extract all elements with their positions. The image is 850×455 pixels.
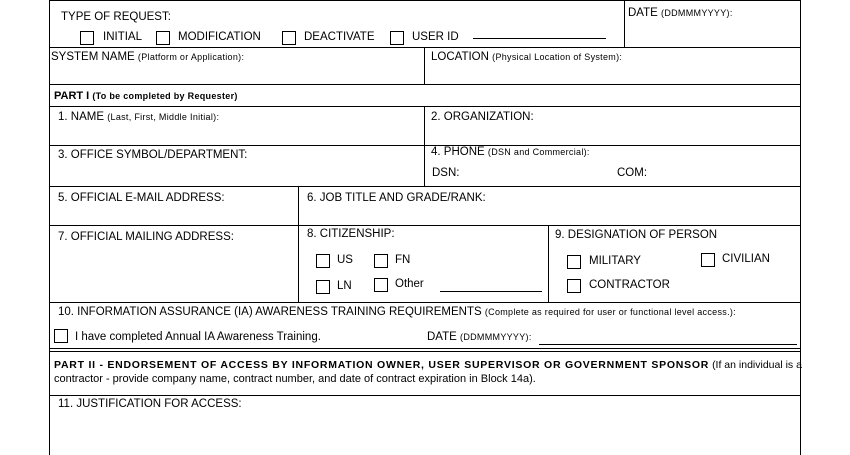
- civilian-label: CIVILIAN: [722, 253, 770, 265]
- job-title-label: 6. JOB TITLE AND GRADE/RANK:: [307, 192, 486, 204]
- divider: [49, 348, 801, 349]
- form-right-border: [800, 0, 801, 455]
- email-field[interactable]: [50, 206, 297, 224]
- divider: [49, 84, 801, 85]
- office-symbol-label: 3. OFFICE SYMBOL/DEPARTMENT:: [58, 149, 248, 161]
- civilian-checkbox[interactable]: [701, 253, 715, 267]
- divider: [49, 186, 801, 187]
- divider: [424, 106, 425, 186]
- user-id-label: USER ID: [412, 31, 459, 43]
- system-name-field[interactable]: [50, 64, 423, 83]
- com-field[interactable]: [652, 163, 798, 183]
- divider: [49, 47, 801, 48]
- ia-training-label: 10. INFORMATION ASSURANCE (IA) AWARENESS TRAINING REQUIREMENTS (Complete as required for user or functional level access.):: [58, 306, 736, 318]
- citizenship-ln-checkbox[interactable]: [316, 280, 330, 294]
- divider: [49, 351, 801, 352]
- military-label: MILITARY: [589, 255, 641, 267]
- initial-label: INITIAL: [103, 31, 142, 43]
- name-label: 1. NAME (Last, First, Middle Initial):: [58, 111, 220, 123]
- citizenship-other-checkbox[interactable]: [374, 278, 388, 292]
- justification-label: 11. JUSTIFICATION FOR ACCESS:: [58, 398, 242, 410]
- justification-field[interactable]: [50, 413, 800, 455]
- phone-label: 4. PHONE (DSN and Commercial):: [431, 146, 590, 158]
- citizenship-label: 8. CITIZENSHIP:: [307, 228, 395, 240]
- initial-checkbox[interactable]: [80, 31, 94, 45]
- ia-training-checkbox[interactable]: [54, 329, 68, 343]
- part-1-header: PART I (To be completed by Requester): [54, 90, 238, 102]
- location-label: LOCATION (Physical Location of System):: [431, 51, 623, 63]
- dsn-label: DSN:: [432, 167, 460, 179]
- organization-field[interactable]: [425, 125, 799, 144]
- job-title-field[interactable]: [299, 206, 799, 224]
- mailing-address-label: 7. OFFICIAL MAILING ADDRESS:: [58, 231, 234, 243]
- organization-label: 2. ORGANIZATION:: [431, 111, 534, 123]
- ia-training-completed-label: I have completed Annual IA Awareness Training.: [75, 331, 321, 343]
- part-2-header: PART II - ENDORSEMENT OF ACCESS BY INFORMATION OWNER, USER SUPERVISOR OR GOVERNMENT SPONSOR (If an individual is a: [54, 359, 802, 371]
- email-label: 5. OFFICIAL E-MAIL ADDRESS:: [58, 192, 225, 204]
- citizenship-us-checkbox[interactable]: [316, 254, 330, 268]
- ia-date-field[interactable]: [539, 344, 797, 345]
- citizenship-ln-label: LN: [337, 280, 352, 292]
- military-checkbox[interactable]: [567, 255, 581, 269]
- divider: [49, 145, 801, 146]
- designation-label: 9. DESIGNATION OF PERSON: [555, 229, 718, 241]
- mailing-address-field[interactable]: [50, 245, 297, 301]
- ia-date-label: DATE (DDMMMYYYY):: [427, 331, 532, 343]
- modification-label: MODIFICATION: [178, 31, 261, 43]
- divider: [49, 225, 801, 226]
- location-field[interactable]: [425, 64, 799, 83]
- type-of-request-label: TYPE OF REQUEST:: [61, 11, 171, 23]
- user-id-field[interactable]: [473, 38, 606, 39]
- divider: [298, 186, 299, 302]
- name-field[interactable]: [50, 125, 423, 144]
- request-date-field[interactable]: [625, 20, 800, 46]
- dsn-field[interactable]: [462, 163, 612, 183]
- deactivate-label: DEACTIVATE: [304, 31, 375, 43]
- divider: [49, 106, 801, 107]
- contractor-checkbox[interactable]: [567, 279, 581, 293]
- modification-checkbox[interactable]: [156, 31, 170, 45]
- divider: [548, 225, 549, 302]
- citizenship-fn-label: FN: [395, 254, 411, 266]
- citizenship-other-label: Other: [395, 278, 424, 290]
- contractor-label: CONTRACTOR: [589, 279, 670, 291]
- top-border: [49, 0, 801, 1]
- user-id-checkbox[interactable]: [390, 31, 404, 45]
- divider: [49, 302, 801, 303]
- divider: [49, 395, 801, 396]
- system-name-label: SYSTEM NAME (Platform or Application):: [51, 51, 245, 63]
- com-label: COM:: [617, 167, 648, 179]
- citizenship-other-field[interactable]: [440, 291, 542, 292]
- citizenship-us-label: US: [337, 254, 353, 266]
- citizenship-fn-checkbox[interactable]: [374, 254, 388, 268]
- request-date-label: DATE (DDMMMYYYY):: [628, 7, 733, 19]
- deactivate-checkbox[interactable]: [282, 31, 296, 45]
- office-symbol-field[interactable]: [50, 163, 423, 185]
- part-2-header-hint: contractor - provide company name, contract number, and date of contract expiration in Block 14a).: [54, 373, 536, 385]
